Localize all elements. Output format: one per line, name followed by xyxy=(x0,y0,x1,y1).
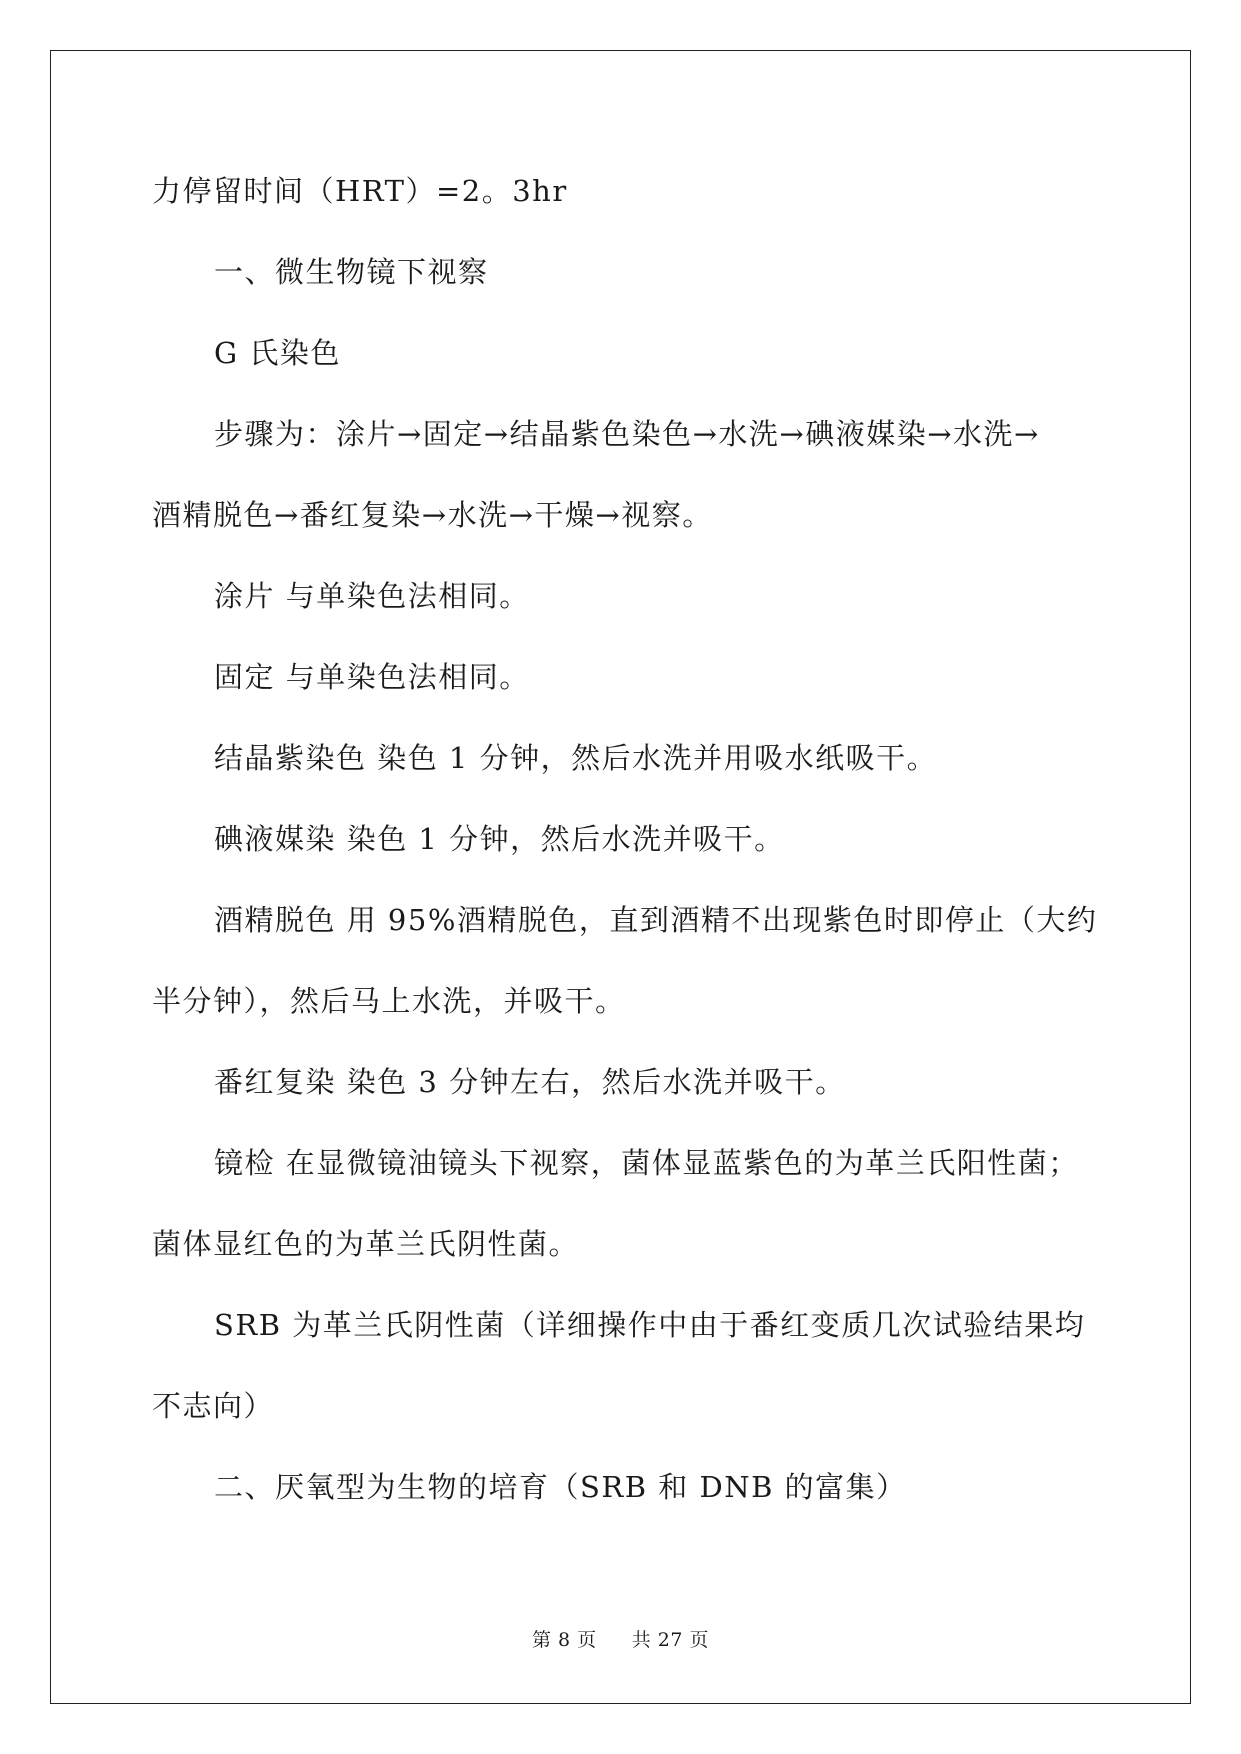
text-line-steps-continued: 酒精脱色→番红复染→水洗→干燥→视察。 xyxy=(152,498,713,532)
text-line-hrt: 力停留时间（HRT）=2。3hr xyxy=(152,174,568,208)
text-line-microscopy-continued: 菌体显红色的为革兰氏阴性菌。 xyxy=(152,1227,580,1261)
text-line-crystal-violet: 结晶紫染色 染色 1 分钟，然后水洗并用吸水纸吸干。 xyxy=(214,741,938,775)
text-line-safranin: 番红复染 染色 3 分钟左右，然后水洗并吸干。 xyxy=(214,1065,846,1099)
text-line-decolorize: 酒精脱色 用 95%酒精脱色，直到酒精不出现紫色时即停止（大约 xyxy=(214,903,1098,937)
text-line-decolorize-continued: 半分钟），然后马上水洗，并吸干。 xyxy=(152,984,626,1018)
text-line-srb: SRB 为革兰氏阴性菌（详细操作中由于番红变质几次试验结果均 xyxy=(214,1308,1086,1342)
page-total: 共 27 页 xyxy=(631,1629,710,1651)
page-number: 第 8 页 xyxy=(531,1629,597,1651)
text-line-iodine: 碘液媒染 染色 1 分钟，然后水洗并吸干。 xyxy=(214,822,785,856)
text-line-microscopy: 镜检 在显微镜油镜头下视察，菌体显蓝紫色的为革兰氏阳性菌； xyxy=(214,1146,1079,1180)
text-line-smear: 涂片 与单染色法相同。 xyxy=(214,579,530,613)
text-line-fix: 固定 与单染色法相同。 xyxy=(214,660,530,694)
text-line-srb-continued: 不志向） xyxy=(152,1389,275,1423)
section-heading-anaerobic: 二、厌氧型为生物的培育（SRB 和 DNB 的富集） xyxy=(214,1470,907,1504)
text-line-steps: 步骤为：涂片→固定→结晶紫色染色→水洗→碘液媒染→水洗→ xyxy=(214,417,1040,451)
subheading-gram-stain: G 氏染色 xyxy=(214,336,341,370)
section-heading-microscopy: 一、微生物镜下视察 xyxy=(214,255,489,289)
page-border xyxy=(50,50,1191,1704)
page-footer xyxy=(0,1625,1241,1652)
